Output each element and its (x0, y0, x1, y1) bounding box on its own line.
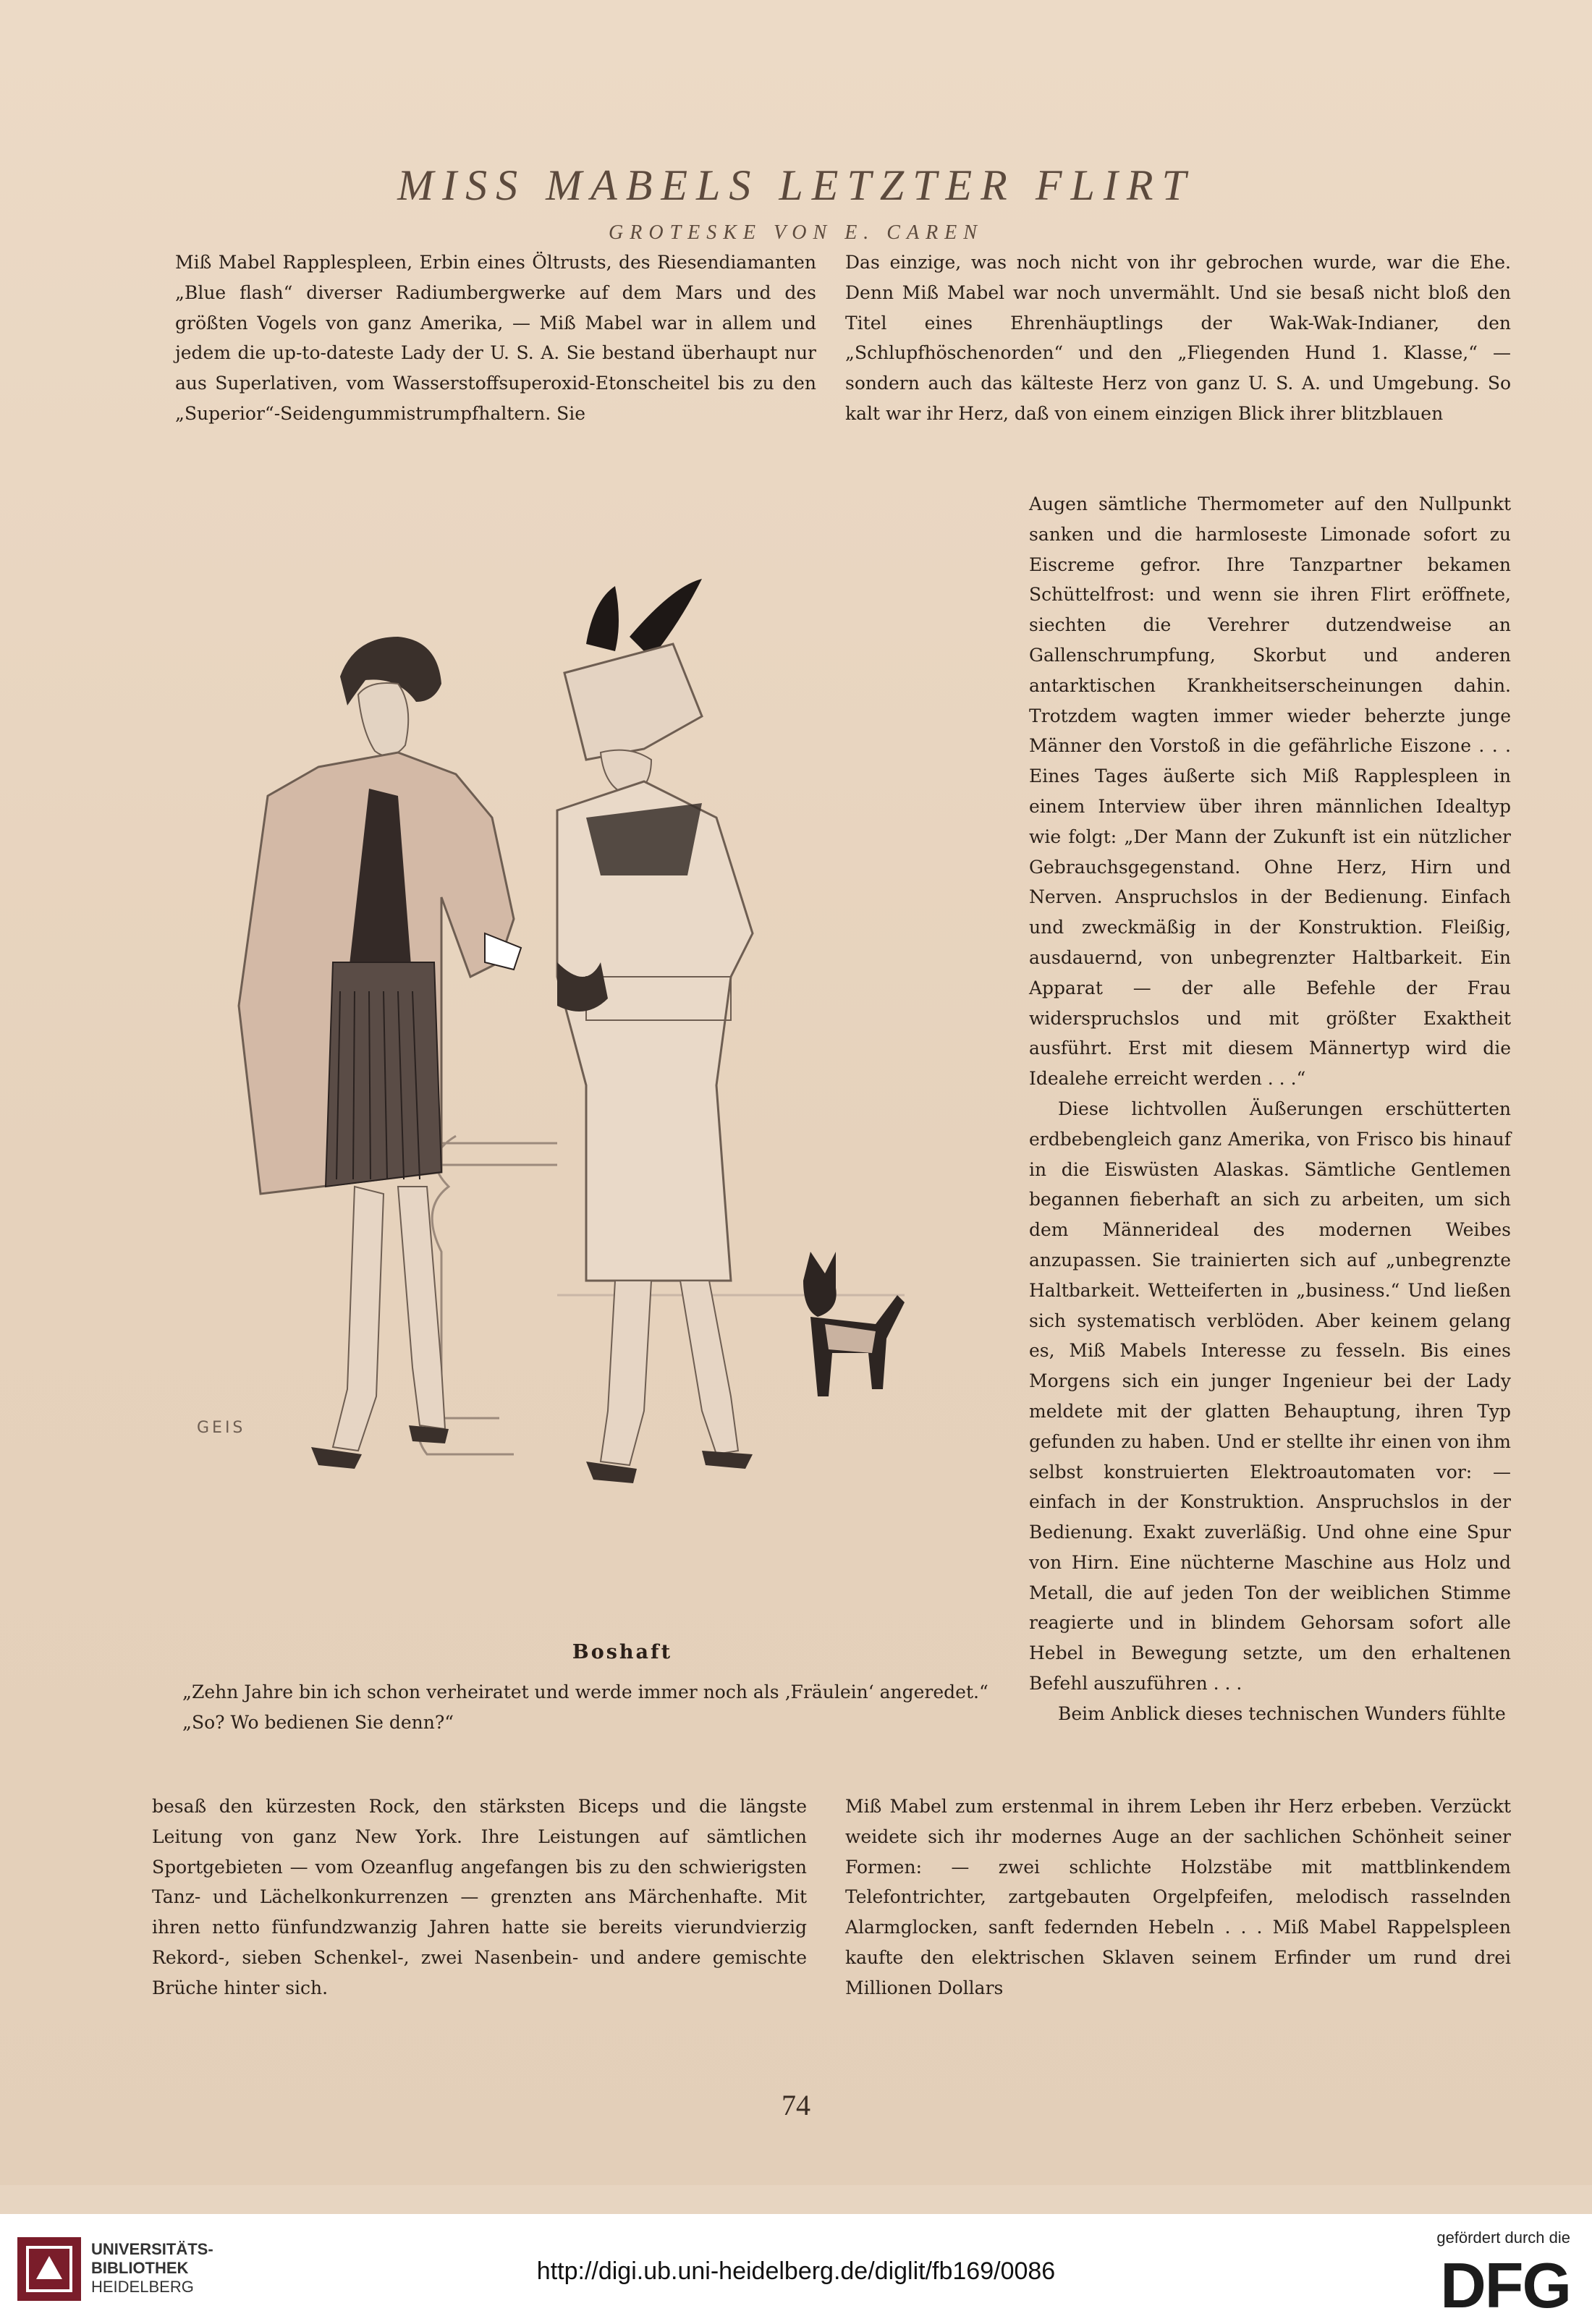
funded-by-label: gefördert durch die (1436, 2228, 1570, 2247)
woman-left-drawing (239, 637, 521, 1469)
dog-drawing (803, 1252, 905, 1396)
article-subtitle: GROTESKE VON E. CAREN (609, 221, 983, 244)
page-number: 74 (782, 2089, 810, 2121)
paragraph: besaß den kürzesten Rock, den stärksten Biceps und die längste Leitung von ganz New York. Ihre Leistungen auf sämtlichen Sportgebieten — vom Ozeanflug angefangen bis zu den schwierigsten Tanz- und Lächelkonkurrenzen — grenzten ans Märchenhafte. Mit ihren netto fünfundzwanzig Jahren hatte sie bereits vierundvierzig Rekord-, sieben Schenkel-, zwei Nasenbein- und andere gemischte Brüche hinter sich. (152, 1796, 807, 1998)
footer-bar (0, 2214, 1592, 2324)
library-name-line: BIBLIOTHEK (91, 2259, 189, 2277)
paragraph: Diese lichtvollen Äußerungen erschütterten erdbebengleich ganz Amerika, von Frisco bis hinauf in die Eiswüsten Alaskas. Sämtliche Gentlemen begannen fieberhaft an sich zu arbeiten, um sich dem Männerideal des modernen Weibes anzupassen. Sie trainierten sich auf „unbegrenzte Haltbarkeit. Wetteiferten in „business.“ Und ließen sich systematisch verblöden. Aber keinem gelang es, Miß Mabels Interesse zu fesseln. Bis eines Morgens sich ein junger Ingenieur bei der Lady meldete mit der glatten Behauptung, ihren Typ gefunden zu haben. Und er stellte ihr einen von ihm selbst konstruierten Elektroautomaten vor: — einfach in der Konstruktion. Anspruchslos in der Bedienung. Exakt zuverläßig. Und ohne eine Spur von Hirn. Eine nüchterne Maschine aus Holz und Metall, die auf jeden Ton der weiblichen Stimme reagierte und in blindem Gehorsam sofort alle Hebel in Bewegung setzte, um den erhaltenen Befehl auszuführen . . . (1029, 1098, 1511, 1695)
source-url-link[interactable]: http://digi.ub.uni-heidelberg.de/diglit/fb169/0086 (536, 2257, 1056, 2285)
dfg-logo: DFG (1440, 2249, 1570, 2321)
paragraph: Miß Mabel Rapplespleen, Erbin eines Öltrusts, des Riesendiamanten „Blue flash“ diverser Radiumbergwerke auf dem Mars und des größten Vogels von ganz Amerika, — Miß Mabel war in allem und jedem die up-to-dateste Lady der U. S. A. Sie bestand überhaupt nur aus Superlativen, vom Wasserstoffsuperoxid-Etonscheitel bis zu den „Superior“-Seidengummistrumpfhaltern. Sie (175, 252, 816, 424)
caption-title: Boshaft (572, 1641, 673, 1663)
library-name-line: UNIVERSITÄTS- (91, 2240, 213, 2258)
fashion-illustration (181, 557, 977, 1635)
paragraph: Das einzige, was noch nicht von ihr gebrochen wurde, war die Ehe. Denn Miß Mabel war noch unvermählt. Und sie besaß nicht bloß den Titel eines Ehrenhäuptlings der Wak-Wak-Indianer, den „Schlupfhöschenorden“ und den „Fliegenden Hund 1. Klasse,“ — sondern auch das kälteste Herz von ganz U. S. A. und Umgebung. So kalt war ihr Herz, daß von einem einzigen Blick ihrer blitzblauen (845, 252, 1511, 424)
text-column-right-top (845, 247, 1511, 429)
article-title: MISS MABELS LETZTER FLIRT (397, 161, 1195, 209)
text-column-right-bottom (845, 1791, 1511, 2003)
artist-signature: GEIS (197, 1419, 246, 1437)
paragraph: Augen sämtliche Thermometer auf den Nullpunkt sanken und die harmloseste Limonade sofort zu Eiscreme gefror. Ihre Tanzpartner bekamen Schüttelfrost: und wenn sie ihren Flirt eröffnete, siechten die Verehrer dutzendweise an Gallenschrumpfung, Skorbut und anderen antarktischen Krankheitserscheinungen dahin. Trotzdem wagten immer wieder beherzte junge Männer den Vorstoß in die gefährliche Eiszone . . . Eines Tages äußerte sich Miß Rapplespleen in einem Interview über ihren männlichen Idealtyp wie folgt: „Der Mann der Zukunft ist ein nützlicher Gebrauchsgegenstand. Ohne Herz, Hirn und Nerven. Anspruchslos in der Bedienung. Einfach und zweckmäßig in der Konstruktion. Fleißig, ausdauernd, von unbegrenzter Haltbarkeit. Ein Apparat — der alle Befehle der Frau widerspruchslos und mit größter Exaktheit ausführt. Erst mit diesem Männertyp wird die Idealehe erreicht werden . . .“ (1029, 493, 1511, 1090)
caption-line: „So? Wo bedienen Sie denn?“ (182, 1712, 454, 1733)
illustration-caption (182, 1677, 1000, 1738)
caption-line: „Zehn Jahre bin ich schon verheiratet und werde immer noch als ‚Fräulein‘ angeredet.“ (182, 1681, 988, 1702)
text-column-left-top (175, 247, 816, 429)
library-name-line: HEIDELBERG (91, 2278, 194, 2296)
text-column-right-middle (1029, 489, 1511, 1729)
woman-right-drawing (557, 579, 753, 1483)
paragraph: Beim Anblick dieses technischen Wunders fühlte (1058, 1702, 1506, 1724)
paragraph: Miß Mabel zum erstenmal in ihrem Leben ihr Herz erbeben. Verzückt weidete sich ihr modernes Auge an der sachlichen Schönheit seiner Formen: — zwei schlichte Holzstäbe mit mattblinkendem Telefontrichter, zartgebauten Orgelpfeifen, melodisch rasselnden Alarmglocken, sanft federnden Hebeln . . . Miß Mabel Rappelspleen kaufte den elektrischen Sklaven seinem Erfinder um rund drei Millionen Dollars (845, 1796, 1511, 1998)
text-column-left-bottom (152, 1791, 807, 2003)
